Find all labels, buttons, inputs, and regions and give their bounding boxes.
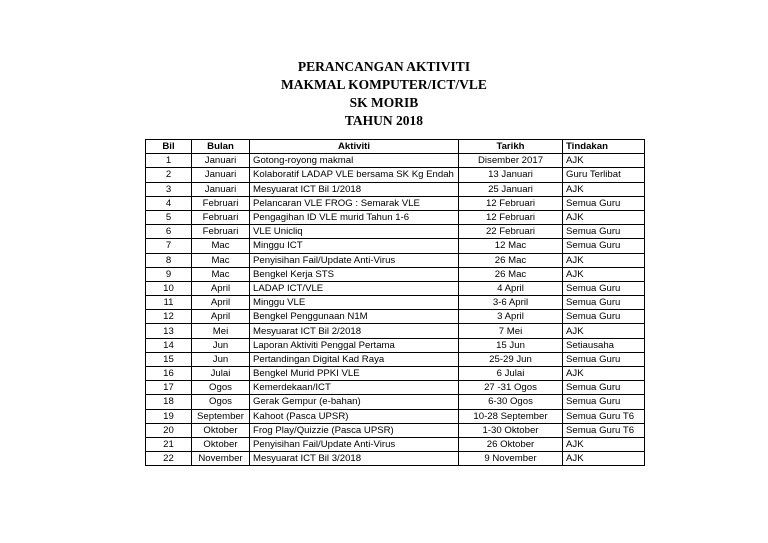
- cell-bil: 22: [146, 452, 192, 466]
- cell-bulan: April: [192, 310, 250, 324]
- cell-bil: 18: [146, 395, 192, 409]
- table-row: [146, 253, 645, 267]
- cell-bil: 12: [146, 310, 192, 324]
- cell-tindakan: AJK: [563, 367, 645, 381]
- cell-aktiviti: Mesyuarat ICT Bil 1/2018: [250, 182, 459, 196]
- cell-aktiviti: Laporan Aktiviti Penggal Pertama: [250, 338, 459, 352]
- cell-aktiviti: Kemerdekaan/ICT: [250, 381, 459, 395]
- cell-tindakan: Semua Guru: [563, 381, 645, 395]
- cell-tindakan: Semua Guru: [563, 225, 645, 239]
- cell-bulan: Julai: [192, 367, 250, 381]
- cell-bil: 9: [146, 267, 192, 281]
- table-row: [146, 409, 645, 423]
- cell-bil: 17: [146, 381, 192, 395]
- cell-tindakan: AJK: [563, 182, 645, 196]
- cell-tindakan: Guru Terlibat: [563, 168, 645, 182]
- cell-aktiviti: Mesyuarat ICT Bil 3/2018: [250, 452, 459, 466]
- cell-tarikh: 1-30 Oktober: [459, 423, 563, 437]
- cell-bil: 19: [146, 409, 192, 423]
- table-row: [146, 310, 645, 324]
- cell-tindakan: Setiausaha: [563, 338, 645, 352]
- table-row: [146, 281, 645, 295]
- table-row: [146, 437, 645, 451]
- cell-bulan: Ogos: [192, 395, 250, 409]
- title-line-3: SK MORIB: [349, 95, 419, 110]
- table-row: [146, 239, 645, 253]
- cell-aktiviti: Gotong-royong makmal: [250, 154, 459, 168]
- header-tarikh: Tarikh: [459, 140, 563, 154]
- cell-tindakan: Semua Guru: [563, 296, 645, 310]
- cell-aktiviti: Kolaboratif LADAP VLE bersama SK Kg Endah: [250, 168, 459, 182]
- cell-bil: 4: [146, 196, 192, 210]
- table-header-row: [146, 140, 645, 154]
- cell-tarikh: 22 Februari: [459, 225, 563, 239]
- header-bulan: Bulan: [192, 140, 250, 154]
- table-row: [146, 352, 645, 366]
- cell-bulan: Ogos: [192, 381, 250, 395]
- table-row: [146, 182, 645, 196]
- cell-aktiviti: Pelancaran VLE FROG : Semarak VLE: [250, 196, 459, 210]
- title-line-2: MAKMAL KOMPUTER/ICT/VLE: [281, 77, 487, 92]
- table-row: [146, 168, 645, 182]
- cell-bulan: Januari: [192, 182, 250, 196]
- cell-tindakan: Semua Guru: [563, 352, 645, 366]
- cell-bulan: Jun: [192, 338, 250, 352]
- table-row: [146, 210, 645, 224]
- cell-aktiviti: Pengagihan ID VLE murid Tahun 1-6: [250, 210, 459, 224]
- table-row: [146, 395, 645, 409]
- table-row: [146, 196, 645, 210]
- cell-bil: 14: [146, 338, 192, 352]
- cell-tarikh: 26 Mac: [459, 267, 563, 281]
- cell-bulan: Januari: [192, 154, 250, 168]
- cell-tarikh: 12 Februari: [459, 210, 563, 224]
- cell-tindakan: Semua Guru T6: [563, 409, 645, 423]
- cell-bulan: April: [192, 281, 250, 295]
- cell-bulan: Mac: [192, 239, 250, 253]
- cell-bil: 3: [146, 182, 192, 196]
- cell-bil: 6: [146, 225, 192, 239]
- cell-tarikh: 25 Januari: [459, 182, 563, 196]
- cell-aktiviti: Frog Play/Quizzie (Pasca UPSR): [250, 423, 459, 437]
- title-line-1: PERANCANGAN AKTIVITI: [297, 59, 471, 74]
- document-title: [0, 58, 768, 130]
- cell-bulan: Oktober: [192, 423, 250, 437]
- cell-aktiviti: Pertandingan Digital Kad Raya: [250, 352, 459, 366]
- cell-tindakan: Semua Guru: [563, 395, 645, 409]
- cell-tindakan: AJK: [563, 324, 645, 338]
- cell-tindakan: AJK: [563, 154, 645, 168]
- cell-tindakan: Semua Guru: [563, 196, 645, 210]
- cell-tarikh: 26 Mac: [459, 253, 563, 267]
- cell-bulan: Februari: [192, 225, 250, 239]
- cell-aktiviti: Bengkel Murid PPKI VLE: [250, 367, 459, 381]
- cell-bil: 20: [146, 423, 192, 437]
- cell-tarikh: 27 -31 Ogos: [459, 381, 563, 395]
- cell-aktiviti: Minggu ICT: [250, 239, 459, 253]
- cell-bulan: November: [192, 452, 250, 466]
- cell-aktiviti: Penyisihan Fail/Update Anti-Virus: [250, 437, 459, 451]
- title-line-4: TAHUN 2018: [344, 113, 424, 128]
- table-row: [146, 324, 645, 338]
- cell-tindakan: Semua Guru T6: [563, 423, 645, 437]
- cell-tarikh: 25-29 Jun: [459, 352, 563, 366]
- cell-tarikh: 6-30 Ogos: [459, 395, 563, 409]
- cell-tindakan: AJK: [563, 267, 645, 281]
- cell-bulan: Mac: [192, 267, 250, 281]
- cell-bulan: April: [192, 296, 250, 310]
- cell-tarikh: 4 April: [459, 281, 563, 295]
- cell-bulan: Januari: [192, 168, 250, 182]
- cell-aktiviti: LADAP ICT/VLE: [250, 281, 459, 295]
- cell-tindakan: Semua Guru: [563, 239, 645, 253]
- cell-tarikh: 12 Mac: [459, 239, 563, 253]
- cell-tarikh: 9 November: [459, 452, 563, 466]
- table-row: [146, 338, 645, 352]
- header-tindakan: Tindakan: [563, 140, 645, 154]
- header-bil: Bil: [146, 140, 192, 154]
- cell-bil: 7: [146, 239, 192, 253]
- cell-aktiviti: Kahoot (Pasca UPSR): [250, 409, 459, 423]
- cell-tindakan: AJK: [563, 452, 645, 466]
- header-aktiviti: Aktiviti: [250, 140, 459, 154]
- table-row: [146, 452, 645, 466]
- cell-bil: 2: [146, 168, 192, 182]
- table-row: [146, 381, 645, 395]
- cell-tarikh: 3-6 April: [459, 296, 563, 310]
- cell-aktiviti: Mesyuarat ICT Bil 2/2018: [250, 324, 459, 338]
- cell-bil: 11: [146, 296, 192, 310]
- cell-bil: 1: [146, 154, 192, 168]
- cell-tarikh: 6 Julai: [459, 367, 563, 381]
- cell-tarikh: 13 Januari: [459, 168, 563, 182]
- cell-aktiviti: Penyisihan Fail/Update Anti-Virus: [250, 253, 459, 267]
- table-row: [146, 423, 645, 437]
- cell-tarikh: 7 Mei: [459, 324, 563, 338]
- cell-aktiviti: Bengkel Penggunaan N1M: [250, 310, 459, 324]
- cell-tarikh: 15 Jun: [459, 338, 563, 352]
- table-row: [146, 367, 645, 381]
- table-row: [146, 154, 645, 168]
- cell-bulan: Jun: [192, 352, 250, 366]
- cell-bulan: Mac: [192, 253, 250, 267]
- cell-bil: 15: [146, 352, 192, 366]
- cell-bulan: Mei: [192, 324, 250, 338]
- table-row: [146, 225, 645, 239]
- cell-aktiviti: VLE Unicliq: [250, 225, 459, 239]
- cell-bil: 21: [146, 437, 192, 451]
- table-row: [146, 296, 645, 310]
- cell-aktiviti: Bengkel Kerja STS: [250, 267, 459, 281]
- cell-tindakan: Semua Guru: [563, 310, 645, 324]
- cell-tindakan: AJK: [563, 253, 645, 267]
- cell-bil: 5: [146, 210, 192, 224]
- table-row: [146, 267, 645, 281]
- cell-tarikh: 26 Oktober: [459, 437, 563, 451]
- cell-tarikh: 10-28 September: [459, 409, 563, 423]
- cell-bil: 10: [146, 281, 192, 295]
- cell-tarikh: 12 Februari: [459, 196, 563, 210]
- cell-bil: 8: [146, 253, 192, 267]
- cell-tarikh: 3 April: [459, 310, 563, 324]
- cell-aktiviti: Gerak Gempur (e-bahan): [250, 395, 459, 409]
- cell-tindakan: AJK: [563, 210, 645, 224]
- cell-bulan: Februari: [192, 196, 250, 210]
- cell-bulan: Februari: [192, 210, 250, 224]
- cell-bil: 13: [146, 324, 192, 338]
- cell-tindakan: AJK: [563, 437, 645, 451]
- cell-bulan: September: [192, 409, 250, 423]
- cell-tindakan: Semua Guru: [563, 281, 645, 295]
- activity-schedule-table: [145, 139, 645, 466]
- cell-bil: 16: [146, 367, 192, 381]
- cell-bulan: Oktober: [192, 437, 250, 451]
- cell-tarikh: Disember 2017: [459, 154, 563, 168]
- cell-aktiviti: Minggu VLE: [250, 296, 459, 310]
- table-body: [146, 154, 645, 466]
